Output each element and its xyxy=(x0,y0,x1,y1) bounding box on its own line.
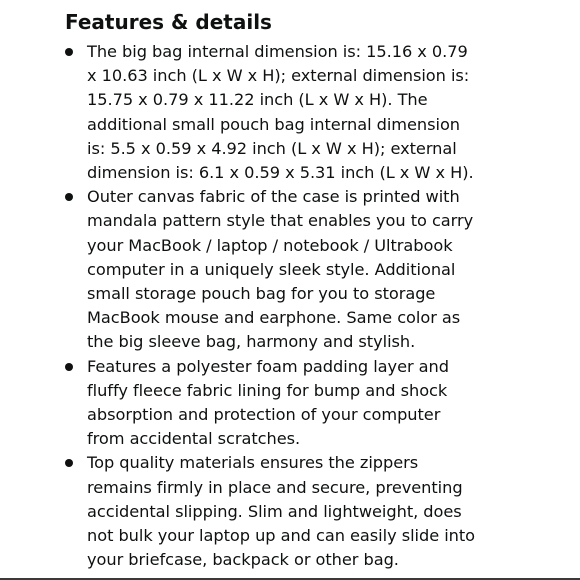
bullet-line: x 10.63 inch (L x W x H); external dimension is: xyxy=(87,66,470,86)
bullet-line: computer in a uniquely sleek style. Additional xyxy=(87,259,456,279)
bullet-dot-icon xyxy=(65,48,73,56)
bullet-line: remains firmly in place and secure, preventing xyxy=(87,477,463,497)
bullet-line: Top quality materials ensures the zippers xyxy=(87,453,419,473)
bullet-line: mandala pattern style that enables you to carry xyxy=(87,211,474,231)
bullet-line: Features a polyester foam padding layer and xyxy=(87,356,449,376)
bullet-line: not bulk your laptop up and can easily slide into xyxy=(87,526,476,546)
bullet-line: additional small pouch bag internal dimension xyxy=(87,114,461,134)
feature-bullet xyxy=(64,40,504,185)
bullet-line: absorption and protection of your computer xyxy=(87,405,441,425)
feature-bullet xyxy=(64,185,504,354)
bullet-line: small storage pouch bag for you to storage xyxy=(87,284,436,304)
bullet-line: accidental slipping. Slim and lightweight, does xyxy=(87,501,462,521)
bullet-line: The big bag internal dimension is: 15.16 x 0.79 xyxy=(87,42,468,61)
bullet-line: MacBook mouse and earphone. Same color as xyxy=(87,308,461,328)
feature-bullet xyxy=(64,451,504,572)
bullet-dot-icon xyxy=(65,193,73,201)
bullet-line: from accidental scratches. xyxy=(87,429,301,449)
bullet-line: your MacBook / laptop / notebook / Ultrabook xyxy=(87,235,453,255)
bullet-line: is: 5.5 x 0.59 x 4.92 inch (L x W x H); external xyxy=(87,138,457,158)
bullet-line: dimension is: 6.1 x 0.59 x 5.31 inch (L x W x H). xyxy=(87,163,474,183)
bullet-line: Outer canvas fabric of the case is printed with xyxy=(87,187,460,207)
bullet-line: your briefcase, backpack or other bag. xyxy=(87,550,399,570)
feature-bullet xyxy=(64,355,504,452)
bullet-dot-icon xyxy=(65,459,73,467)
bullet-line: 15.75 x 0.79 x 11.22 inch (L x W x H). The xyxy=(87,90,428,110)
bullet-line: the big sleeve bag, harmony and stylish. xyxy=(87,332,416,352)
feature-bullet-list xyxy=(64,40,504,572)
bullet-line: fluffy fleece fabric lining for bump and shock xyxy=(87,380,448,400)
section-title: Features & details xyxy=(65,10,272,34)
bullet-dot-icon xyxy=(65,363,73,371)
